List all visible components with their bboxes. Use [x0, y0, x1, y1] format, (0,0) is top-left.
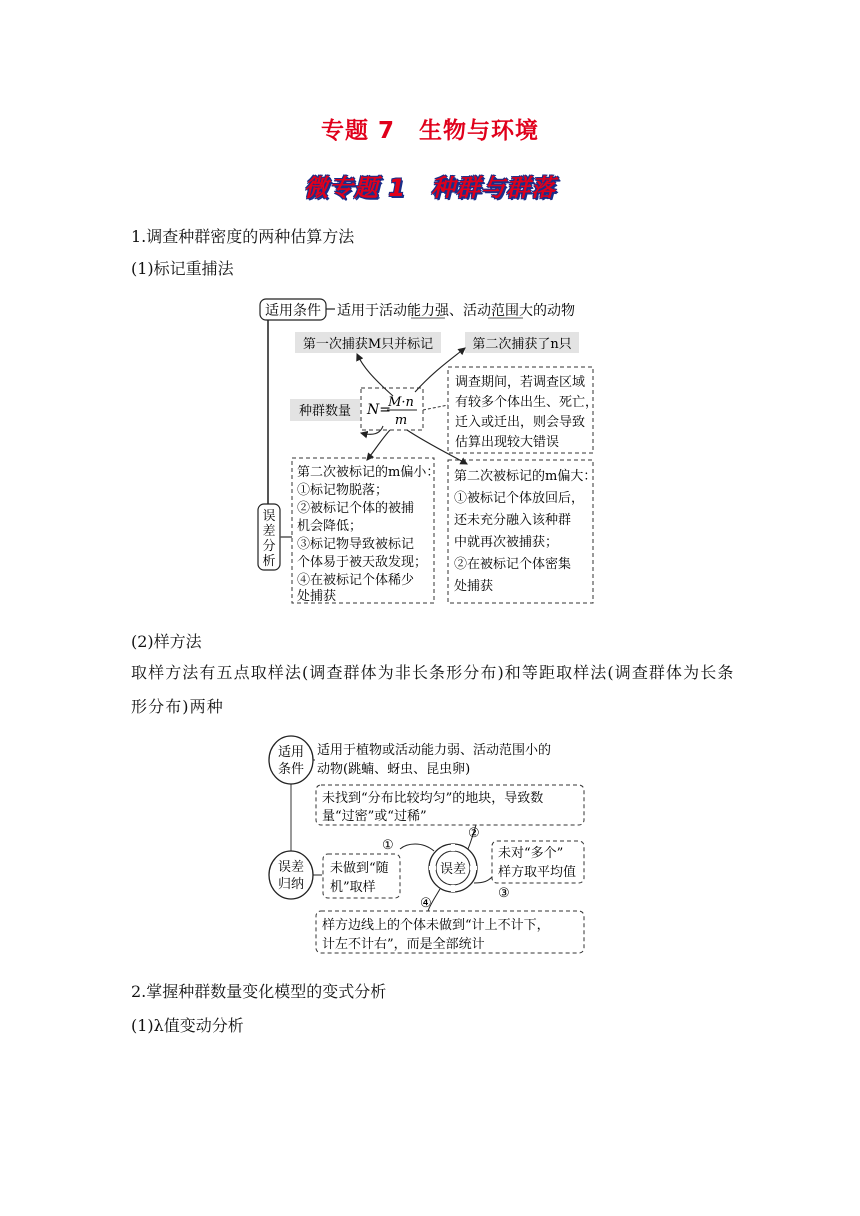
svg-text:②在被标记个体密集: ②在被标记个体密集: [454, 557, 572, 572]
condition-text: 适用于活动能力强、活动范围大的动物: [337, 303, 575, 319]
section-title: 微专题 1 种群与群落: [303, 174, 557, 202]
svg-text:误: 误: [262, 509, 276, 524]
formula-numerator: M·n: [388, 395, 414, 410]
quadrat-diagram: [262, 733, 592, 959]
num-2: ②: [468, 826, 480, 841]
svg-text:中就再次被捕获；: 中就再次被捕获；: [454, 535, 559, 550]
svg-text:①被标记个体放回后，: ①被标记个体放回后，: [454, 491, 585, 506]
svg-text:差: 差: [262, 524, 276, 539]
first-capture-text: 第一次捕获M只并标记: [302, 337, 434, 352]
svg-text:机”取样: 机”取样: [330, 880, 376, 895]
num-4: ④: [420, 896, 432, 911]
svg-text:处捕获: 处捕获: [454, 579, 494, 594]
formula-lhs: N=: [367, 402, 391, 418]
condition-label: 适用条件: [265, 303, 321, 319]
svg-text:还未充分融入该种群: 还未充分融入该种群: [454, 513, 572, 528]
heading-1-1: (1)标记重捕法: [131, 259, 234, 278]
svg-text:①标记物脱落；: ①标记物脱落；: [297, 483, 389, 498]
quadrat-paragraph: 取样方法有五点取样法(调查群体为非长条形分布)和等距取样法(调查群体为长条形分布)两种: [131, 663, 735, 716]
svg-text:④在被标记个体稀少: ④在被标记个体稀少: [297, 573, 415, 588]
svg-text:量“过密”或“过稀”: 量“过密”或“过稀”: [322, 809, 427, 824]
mark-recapture-diagram: [255, 292, 605, 610]
heading-1: 1.调查种群密度的两种估算方法: [131, 227, 355, 246]
svg-text:计左不计右”，而是全部统计: 计左不计右”，而是全部统计: [322, 937, 485, 952]
center-label: 误差: [439, 862, 467, 877]
population-label: 种群数量: [298, 404, 352, 419]
note-line-4: 估算出现较大错误: [455, 435, 560, 450]
svg-text:机会降低；: 机会降低；: [297, 519, 363, 534]
note-line-1: 调查期间，若调查区域: [455, 375, 586, 390]
svg-text:条件: 条件: [277, 762, 305, 777]
svg-text:未对“多个”: 未对“多个”: [498, 846, 564, 861]
condition-line-1: 适用于植物或活动能力弱、活动范围小的: [317, 743, 552, 758]
note-line-3: 迁入或迁出，则会导致: [455, 415, 586, 430]
svg-text:个体易于被天敌发现；: 个体易于被天敌发现；: [297, 555, 428, 570]
note-line-2: 有较多个体出生、死亡，: [455, 395, 599, 410]
num-1: ①: [382, 838, 394, 853]
num-3: ③: [498, 886, 510, 901]
svg-text:分: 分: [262, 539, 276, 554]
condition-line-2: 动物(跳蝻、蚜虫、昆虫卵): [317, 762, 471, 777]
svg-text:未找到“分布比较均匀”的地块，导致数: 未找到“分布比较均匀”的地块，导致数: [322, 791, 544, 806]
chapter-title: 专题 7 生物与环境: [320, 118, 539, 144]
svg-text:误差: 误差: [277, 860, 305, 875]
svg-text:第二次被标记的m偏小：: 第二次被标记的m偏小：: [297, 465, 440, 480]
svg-text:归纳: 归纳: [277, 877, 305, 892]
svg-text:③标记物导致被标记: ③标记物导致被标记: [297, 537, 415, 552]
svg-text:处捕获: 处捕获: [297, 589, 337, 604]
heading-2-1: (1)λ值变动分析: [131, 1016, 244, 1035]
heading-2: 2.掌握种群数量变化模型的变式分析: [131, 982, 387, 1001]
heading-1-2: (2)样方法: [131, 632, 202, 651]
svg-text:适用: 适用: [277, 745, 305, 760]
formula-denominator: m: [394, 413, 408, 428]
svg-text:样方取平均值: 样方取平均值: [498, 865, 577, 880]
svg-text:样方边线上的个体未做到“计上不计下，: 样方边线上的个体未做到“计上不计下，: [322, 918, 550, 933]
second-capture-text: 第二次捕获了n只: [472, 337, 572, 352]
svg-text:②被标记个体的被捕: ②被标记个体的被捕: [297, 501, 415, 516]
svg-text:第二次被标记的m偏大：: 第二次被标记的m偏大：: [454, 469, 597, 484]
svg-text:析: 析: [262, 554, 276, 569]
svg-text:未做到“随: 未做到“随: [330, 861, 389, 876]
